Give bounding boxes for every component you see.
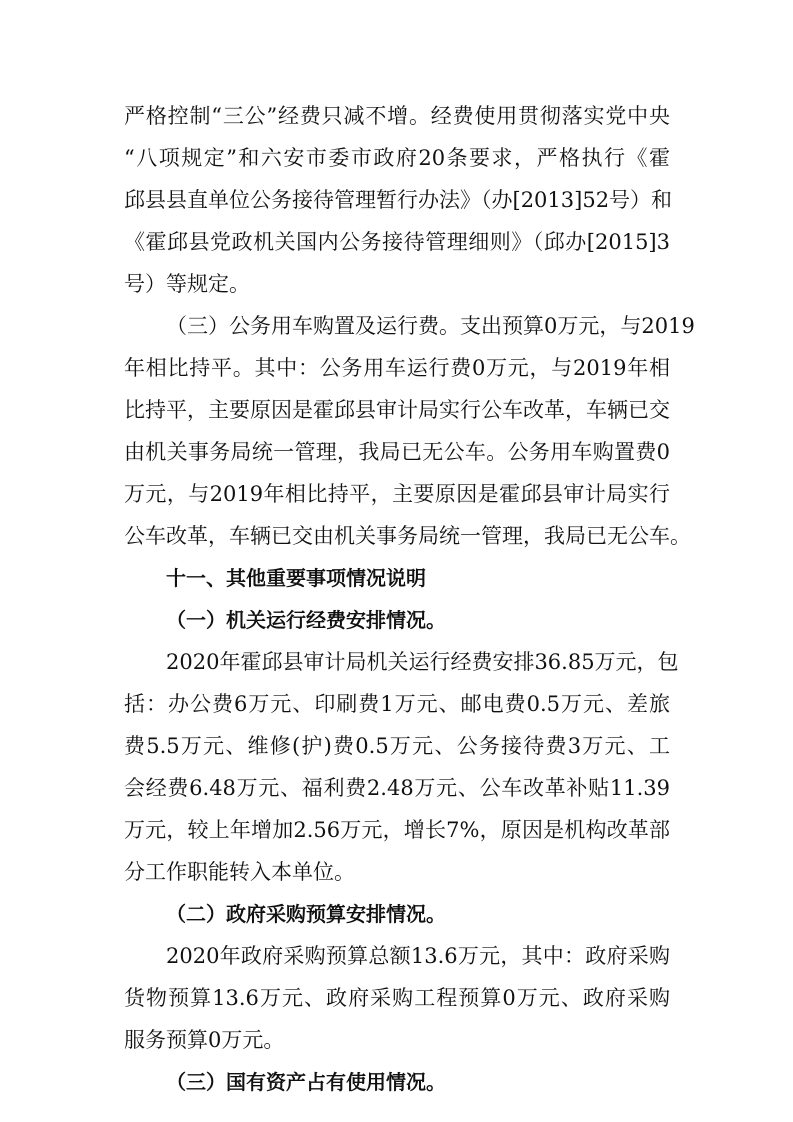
text-line: 比持平，主要原因是霍邱县审计局实行公车改革，车辆已交 — [124, 398, 670, 422]
text-line: 货物预算13.6万元、政府采购工程预算0万元、政府采购 — [124, 986, 670, 1010]
subsection-heading: （二）政府采购预算安排情况。 — [166, 902, 446, 926]
text-line: 万元，较上年增加2.56万元，增长7%，原因是机构改革部 — [124, 818, 670, 842]
text-line: 会经费6.48万元、福利费2.48万元、公车改革补贴11.39 — [124, 776, 670, 800]
text-line: 由机关事务局统一管理，我局已无公车。公务用车购置费0 — [124, 440, 670, 464]
subsection-heading: （一）机关运行经费安排情况。 — [166, 608, 446, 632]
text-line: 《霍邱县党政机关国内公务接待管理细则》（邱办[2015]3 — [124, 230, 670, 254]
text-line: （三）公务用车购置及运行费。支出预算0万元，与2019 — [166, 314, 695, 338]
text-line: 2020年霍邱县审计局机关运行经费安排36.85万元，包 — [166, 650, 679, 674]
text-line: 费5.5万元、维修(护)费0.5万元、公务接待费3万元、工 — [124, 734, 670, 758]
subsection-heading: （三）国有资产占有使用情况。 — [166, 1070, 446, 1094]
text-line: 严格控制“三公”经费只减不增。经费使用贯彻落实党中央 — [124, 104, 670, 128]
text-line: 年相比持平。其中：公务用车运行费0万元，与2019年相 — [124, 356, 670, 380]
text-line: 公车改革，车辆已交由机关事务局统一管理，我局已无公车。 — [124, 524, 691, 548]
text-line: “八项规定”和六安市委市政府20条要求，严格执行《霍 — [124, 146, 670, 170]
text-line: 括：办公费6万元、印刷费1万元、邮电费0.5万元、差旅 — [124, 692, 670, 716]
text-line: 号）等规定。 — [124, 272, 250, 296]
text-line: 邱县县直单位公务接待管理暂行办法》（办[2013]52号）和 — [124, 188, 673, 212]
text-line: 服务预算0万元。 — [124, 1028, 285, 1052]
text-line: 分工作职能转入本单位。 — [124, 860, 355, 884]
text-line: 万元，与2019年相比持平，主要原因是霍邱县审计局实行 — [124, 482, 670, 506]
section-heading: 十一、其他重要事项情况说明 — [166, 566, 426, 590]
text-line: 2020年政府采购预算总额13.6万元，其中：政府采购 — [166, 944, 670, 968]
